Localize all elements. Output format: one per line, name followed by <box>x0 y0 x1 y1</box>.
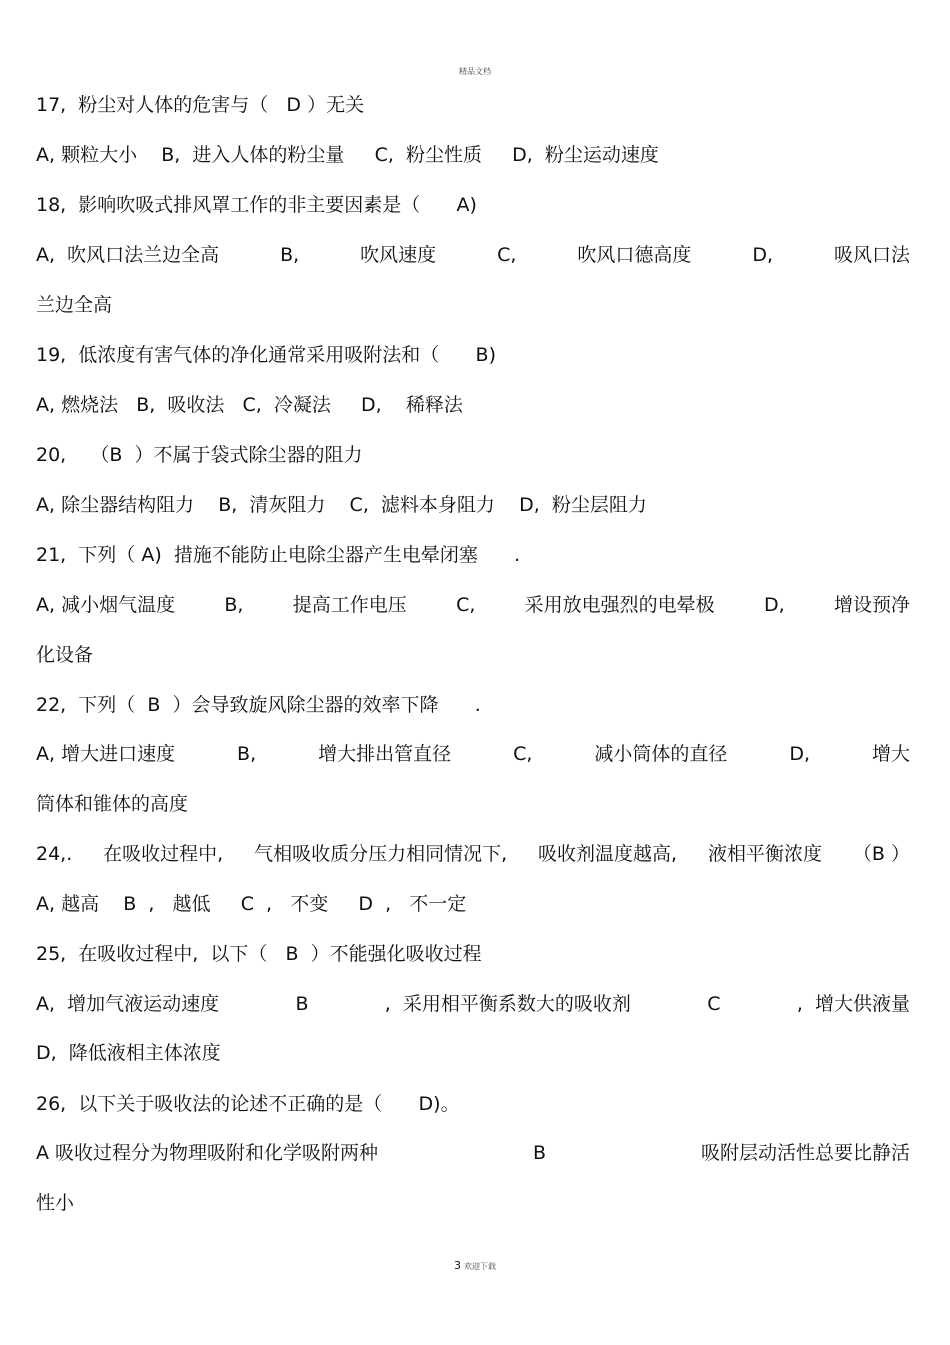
question-25-options <box>36 992 910 1016</box>
option-c-text: 减小筒体的直径 <box>594 743 728 765</box>
option-c-text: 采用放电强烈的电晕极 <box>524 594 715 616</box>
question-20-options: A, 除尘器结构阻力 B, 清灰阻力 C, 滤料本身阻力 D, 粉尘层阻力 <box>36 494 647 516</box>
page-footer <box>0 1259 950 1272</box>
option-b-text: 吹风速度 <box>360 244 437 266</box>
option-a: A, 增大进口速度 <box>36 743 176 765</box>
option-d-text: 吸风口法 <box>833 244 910 266</box>
question-18-options <box>36 243 910 267</box>
option-a: A 吸收过程分为物理吸附和化学吸附两种 <box>36 1142 379 1164</box>
question-25-continuation: D, 降低液相主体浓度 <box>36 1042 221 1064</box>
question-24-part-2: 气相吸收质分压力相同情况下, <box>254 843 508 865</box>
footer-text: 欢迎下载 <box>464 1262 496 1271</box>
option-d-text: 增大 <box>871 743 910 765</box>
option-b-text: 增大排出管直径 <box>318 743 452 765</box>
option-d-label: D, <box>789 743 811 765</box>
question-21: 21, 下列（ A) 措施不能防止电除尘器产生电晕闭塞 . <box>36 544 521 566</box>
option-b-text: , 采用相平衡系数大的吸收剂 <box>384 993 631 1015</box>
option-b-text: 提高工作电压 <box>292 594 407 616</box>
option-c-label: C, <box>513 743 533 765</box>
page-header: 精品文档 <box>459 67 491 76</box>
question-24-options: A, 越高 B , 越低 C , 不变 D , 不一定 <box>36 893 467 915</box>
question-21-options <box>36 593 910 617</box>
option-d-text: 增设预净 <box>833 594 910 616</box>
question-26: 26, 以下关于吸收法的论述不正确的是（ D)。 <box>36 1093 460 1115</box>
question-20: 20, （B ）不属于袋式除尘器的阻力 <box>36 444 363 466</box>
question-24-part-4: 液相平衡浓度 <box>707 843 822 865</box>
question-17-options: A, 颗粒大小 B, 进入人体的粉尘量 C, 粉尘性质 D, 粉尘运动速度 <box>36 144 659 166</box>
question-22-options <box>36 742 910 766</box>
option-b-label: B <box>295 993 309 1015</box>
option-a: A, 减小烟气温度 <box>36 594 176 616</box>
option-d-label: D, <box>752 244 773 266</box>
option-b-text: 吸附层动活性总要比静活 <box>700 1142 910 1164</box>
question-22: 22, 下列（ B ）会导致旋风除尘器的效率下降 . <box>36 694 481 716</box>
question-26-continuation: 性小 <box>36 1192 75 1214</box>
option-d-label: D, <box>763 594 785 616</box>
option-c-text: , 增大供液量 <box>796 993 910 1015</box>
page-number: 3 <box>454 1259 461 1272</box>
option-c-label: C, <box>456 594 476 616</box>
question-26-options <box>36 1141 910 1165</box>
question-25: 25, 在吸收过程中, 以下（ B ）不能强化吸收过程 <box>36 943 482 965</box>
question-17: 17, 粉尘对人体的危害与（ D ）无关 <box>36 94 365 116</box>
option-b-label: B, <box>280 244 300 266</box>
option-a: A, 增加气液运动速度 <box>36 993 220 1015</box>
question-24-part-3: 吸收剂温度越高, <box>538 843 678 865</box>
question-24-answer: （B ） <box>852 843 910 865</box>
question-22-continuation: 筒体和锥体的高度 <box>36 793 189 815</box>
question-21-continuation: 化设备 <box>36 644 94 666</box>
option-c-text: 吹风口德高度 <box>577 244 692 266</box>
question-19: 19, 低浓度有害气体的净化通常采用吸附法和（ B) <box>36 344 496 366</box>
question-24-part-1: 在吸收过程中, <box>103 843 224 865</box>
question-18-continuation: 兰边全高 <box>36 294 113 316</box>
option-b-label: B <box>532 1142 547 1164</box>
option-c-label: C <box>707 993 721 1015</box>
option-b-label: B, <box>237 743 257 765</box>
question-24 <box>36 842 910 866</box>
option-a: A, 吹风口法兰边全高 <box>36 244 220 266</box>
option-c-label: C, <box>497 244 517 266</box>
option-b-label: B, <box>224 594 244 616</box>
question-24-number: 24,. <box>36 843 73 865</box>
question-18: 18, 影响吹吸式排风罩工作的非主要因素是（ A) <box>36 194 477 216</box>
question-19-options: A, 燃烧法 B, 吸收法 C, 冷凝法 D, 稀释法 <box>36 394 463 416</box>
